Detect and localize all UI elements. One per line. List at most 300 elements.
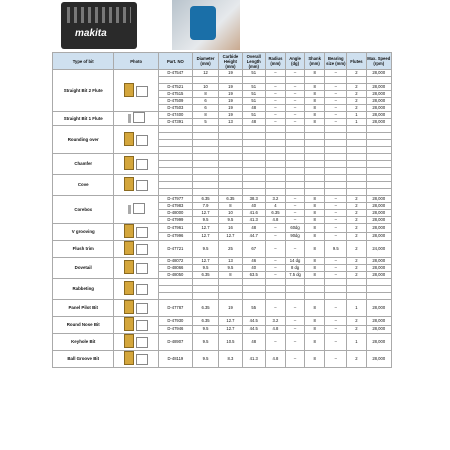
table-cell: 8: [192, 112, 218, 119]
table-cell: 55: [242, 300, 265, 317]
table-cell: [158, 154, 192, 161]
table-cell: 8: [305, 325, 325, 334]
table-cell: 9.5: [192, 265, 218, 272]
table-cell: 8: [305, 203, 325, 210]
bit-photo: [114, 279, 158, 300]
table-cell: [347, 154, 366, 161]
table-cell: –: [325, 91, 347, 98]
router-tool-image: [190, 6, 216, 40]
table-cell: D-47961: [158, 224, 192, 233]
table-cell: [366, 279, 392, 286]
table-cell: D-47996: [158, 232, 192, 241]
table-cell: 9.5: [219, 265, 242, 272]
table-cell: [219, 168, 242, 175]
table-cell: 12.7: [219, 232, 242, 241]
table-cell: –: [325, 196, 347, 203]
table-cell: 4.8: [265, 217, 285, 224]
table-cell: 12.7: [192, 210, 218, 217]
table-cell: 2: [347, 105, 366, 112]
table-cell: 9.5: [219, 217, 242, 224]
profile-diagram-icon: [136, 284, 148, 295]
table-cell: [347, 182, 366, 189]
table-cell: 44.5: [242, 325, 265, 334]
table-cell: D-47400: [158, 112, 192, 119]
table-cell: 19: [219, 98, 242, 105]
table-cell: 16: [219, 224, 242, 233]
table-cell: [158, 175, 192, 182]
table-cell: [158, 133, 192, 140]
table-cell: [366, 133, 392, 140]
table-cell: –: [265, 98, 285, 105]
table-cell: 19: [219, 84, 242, 91]
table-cell: 2: [347, 325, 366, 334]
table-cell: [347, 279, 366, 286]
table-cell: [325, 126, 347, 133]
table-cell: 9.5: [192, 334, 218, 351]
table-cell: [192, 133, 218, 140]
table-cell: –: [286, 84, 305, 91]
bit-type-label: Flush trim: [53, 241, 114, 258]
table-cell: [265, 279, 285, 286]
table-cell: [305, 133, 325, 140]
router-bit-icon: [124, 83, 134, 97]
table-cell: 2: [347, 351, 366, 368]
table-cell: [192, 286, 218, 293]
profile-diagram-icon: [136, 227, 148, 238]
bit-type-label: Panel Pilot Bit: [53, 300, 114, 317]
table-cell: 8 dg: [286, 265, 305, 272]
table-cell: [286, 126, 305, 133]
table-cell: 48: [242, 334, 265, 351]
table-cell: [265, 133, 285, 140]
table-cell: 28,000: [366, 334, 392, 351]
table-cell: 2: [347, 258, 366, 265]
router-bit-icon: [124, 300, 134, 314]
table-cell: 4: [265, 203, 285, 210]
table-cell: [347, 175, 366, 182]
profile-diagram-icon: [136, 159, 148, 170]
table-cell: [305, 161, 325, 168]
table-cell: –: [325, 119, 347, 126]
router-bit-icon: [124, 260, 134, 274]
table-cell: –: [265, 241, 285, 258]
router-bit-icon: [124, 317, 134, 331]
table-cell: –: [325, 272, 347, 279]
table-cell: D-47503: [158, 105, 192, 112]
bit-photo: [114, 70, 158, 112]
router-bit-icon: [128, 114, 131, 123]
table-cell: 28,000: [366, 325, 392, 334]
table-cell: 6.35: [219, 196, 242, 203]
table-cell: 8: [305, 258, 325, 265]
bit-case-photo: [61, 2, 137, 49]
table-cell: 8: [219, 272, 242, 279]
table-cell: –: [265, 84, 285, 91]
table-header-row: [53, 53, 392, 70]
table-cell: [305, 126, 325, 133]
table-cell: 8: [305, 91, 325, 98]
table-cell: 41.3: [242, 351, 265, 368]
table-cell: 8: [305, 224, 325, 233]
profile-diagram-icon: [136, 337, 148, 348]
table-cell: D-48066: [158, 265, 192, 272]
table-cell: [242, 286, 265, 293]
table-cell: –: [325, 224, 347, 233]
table-cell: 19: [219, 91, 242, 98]
table-cell: [158, 140, 192, 147]
table-cell: [265, 175, 285, 182]
table-row: [53, 70, 392, 77]
table-cell: 8: [305, 272, 325, 279]
table-cell: 19: [219, 70, 242, 77]
table-cell: 6.35: [192, 196, 218, 203]
table-cell: –: [286, 91, 305, 98]
table-cell: [325, 293, 347, 300]
table-cell: 12.7: [192, 232, 218, 241]
column-header: Shank (mm): [305, 53, 325, 70]
column-header: Photo: [114, 53, 158, 70]
table-cell: 1: [347, 334, 366, 351]
profile-diagram-icon: [133, 112, 145, 123]
table-cell: 2: [347, 84, 366, 91]
table-cell: [325, 77, 347, 84]
table-cell: [305, 175, 325, 182]
table-cell: 7.5 dg: [286, 272, 305, 279]
table-cell: [286, 133, 305, 140]
table-cell: –: [325, 105, 347, 112]
router-bit-icon: [124, 281, 134, 295]
table-cell: [305, 154, 325, 161]
table-cell: –: [325, 351, 347, 368]
bit-type-label: Round Nose Bit: [53, 317, 114, 334]
table-cell: [347, 140, 366, 147]
table-cell: D-47787: [158, 300, 192, 317]
table-cell: [325, 175, 347, 182]
table-cell: [347, 126, 366, 133]
column-header: Diameter (mm): [192, 53, 218, 70]
profile-diagram-icon: [136, 135, 148, 146]
router-bit-icon: [124, 241, 134, 255]
table-cell: –: [325, 98, 347, 105]
table-cell: [305, 293, 325, 300]
table-cell: –: [265, 105, 285, 112]
table-cell: 9.5: [192, 325, 218, 334]
column-header: Flutes: [347, 53, 366, 70]
table-cell: 40: [242, 265, 265, 272]
bit-photo: [114, 258, 158, 279]
table-cell: 4.8: [265, 325, 285, 334]
table-cell: D-48907: [158, 334, 192, 351]
bit-photo: [114, 112, 158, 126]
table-cell: [366, 140, 392, 147]
table-cell: –: [325, 232, 347, 241]
table-cell: [325, 168, 347, 175]
table-cell: 28,000: [366, 203, 392, 210]
table-cell: –: [265, 265, 285, 272]
table-cell: 28,000: [366, 258, 392, 265]
table-cell: 28,000: [366, 196, 392, 203]
table-cell: [219, 147, 242, 154]
table-cell: 19: [219, 300, 242, 317]
table-cell: 1: [347, 112, 366, 119]
table-cell: 2: [347, 224, 366, 233]
table-cell: [366, 293, 392, 300]
table-cell: [242, 126, 265, 133]
profile-diagram-icon: [136, 303, 148, 314]
table-cell: [347, 168, 366, 175]
table-cell: 8: [305, 241, 325, 258]
table-cell: [158, 279, 192, 286]
table-cell: 44.7: [242, 232, 265, 241]
table-row: [53, 300, 392, 317]
table-cell: [219, 126, 242, 133]
table-cell: 9.5: [192, 241, 218, 258]
bit-type-label: Keyhole Bit: [53, 334, 114, 351]
table-cell: 3.2: [265, 196, 285, 203]
table-cell: 10.5: [219, 334, 242, 351]
table-cell: 2: [347, 70, 366, 77]
table-cell: 8: [305, 119, 325, 126]
table-cell: [286, 286, 305, 293]
table-cell: [325, 182, 347, 189]
table-cell: –: [325, 217, 347, 224]
table-cell: –: [265, 258, 285, 265]
router-bit-icon: [124, 224, 134, 238]
table-cell: [347, 147, 366, 154]
table-cell: [286, 189, 305, 196]
profile-diagram-icon: [136, 263, 148, 274]
table-cell: –: [286, 334, 305, 351]
router-in-use-photo: [172, 0, 240, 50]
table-cell: [192, 147, 218, 154]
table-cell: 12.7: [219, 325, 242, 334]
table-cell: [286, 154, 305, 161]
table-row: [53, 112, 392, 119]
table-cell: –: [325, 203, 347, 210]
table-cell: 6.35: [192, 317, 218, 326]
table-cell: –: [325, 334, 347, 351]
table-cell: 2: [347, 91, 366, 98]
table-cell: [305, 182, 325, 189]
table-cell: 2: [347, 272, 366, 279]
table-cell: 6: [192, 105, 218, 112]
table-cell: [265, 168, 285, 175]
table-cell: [158, 189, 192, 196]
table-cell: D-47515: [158, 91, 192, 98]
table-cell: [325, 140, 347, 147]
table-cell: [192, 140, 218, 147]
bit-type-label: Straight Bit 1 Flute: [53, 112, 114, 126]
table-cell: [219, 133, 242, 140]
bit-type-label: Straight Bit 2 Flute: [53, 70, 114, 112]
table-cell: –: [265, 232, 285, 241]
table-cell: 2: [347, 210, 366, 217]
table-cell: 8: [305, 232, 325, 241]
table-cell: 8: [305, 217, 325, 224]
table-cell: [219, 189, 242, 196]
profile-diagram-icon: [136, 86, 148, 97]
column-header: Radius (mm): [265, 53, 285, 70]
table-cell: [219, 140, 242, 147]
table-cell: 4.8: [265, 351, 285, 368]
table-cell: D-48119: [158, 351, 192, 368]
table-cell: 24,000: [366, 241, 392, 258]
table-cell: [366, 126, 392, 133]
table-cell: [192, 154, 218, 161]
table-cell: [366, 189, 392, 196]
table-cell: –: [286, 119, 305, 126]
table-cell: 51: [242, 70, 265, 77]
table-cell: 28,000: [366, 300, 392, 317]
table-cell: 28,000: [366, 105, 392, 112]
table-cell: [347, 161, 366, 168]
table-cell: –: [286, 325, 305, 334]
profile-diagram-icon: [133, 203, 145, 214]
table-cell: 2: [347, 217, 366, 224]
profile-diagram-icon: [136, 244, 148, 255]
table-cell: 28,000: [366, 210, 392, 217]
table-cell: [366, 154, 392, 161]
table-cell: D-47983: [158, 203, 192, 210]
table-cell: [192, 279, 218, 286]
table-cell: [158, 126, 192, 133]
table-cell: 7.9: [192, 203, 218, 210]
profile-diagram-icon: [136, 320, 148, 331]
table-cell: 8: [305, 334, 325, 351]
table-cell: [158, 161, 192, 168]
bit-type-label: Corebox: [53, 196, 114, 224]
table-cell: 12.7: [219, 317, 242, 326]
table-cell: [265, 286, 285, 293]
table-cell: [347, 286, 366, 293]
table-row: [53, 196, 392, 203]
table-cell: [219, 286, 242, 293]
table-cell: 6.35: [192, 272, 218, 279]
table-row: [53, 351, 392, 368]
table-cell: 6.35: [265, 210, 285, 217]
table-cell: [242, 168, 265, 175]
table-cell: –: [325, 84, 347, 91]
table-cell: 2: [347, 196, 366, 203]
table-cell: –: [265, 119, 285, 126]
table-cell: –: [286, 210, 305, 217]
table-cell: –: [265, 272, 285, 279]
table-cell: –: [286, 351, 305, 368]
table-cell: –: [325, 70, 347, 77]
column-header: Type of bit: [53, 53, 114, 70]
table-cell: [242, 77, 265, 84]
header-photos: [52, 0, 392, 52]
table-cell: [242, 182, 265, 189]
table-cell: 3.2: [265, 317, 285, 326]
table-cell: 51: [242, 91, 265, 98]
bit-photo: [114, 154, 158, 175]
table-cell: [286, 182, 305, 189]
table-cell: [192, 77, 218, 84]
table-cell: D-48072: [158, 258, 192, 265]
table-cell: 8: [305, 105, 325, 112]
table-cell: 8: [192, 91, 218, 98]
table-cell: [192, 175, 218, 182]
table-cell: 67: [242, 241, 265, 258]
table-cell: [265, 154, 285, 161]
router-bit-icon: [124, 156, 134, 170]
table-cell: [347, 189, 366, 196]
table-cell: D-47509: [158, 98, 192, 105]
table-cell: 28,000: [366, 98, 392, 105]
table-cell: [192, 182, 218, 189]
table-cell: [192, 168, 218, 175]
table-cell: 28,000: [366, 224, 392, 233]
bit-photo: [114, 241, 158, 258]
table-cell: 19: [219, 105, 242, 112]
bit-type-label: Cove: [53, 175, 114, 196]
table-row: [53, 258, 392, 265]
table-cell: [192, 161, 218, 168]
table-cell: [305, 279, 325, 286]
table-cell: 90dg: [286, 232, 305, 241]
table-cell: 46: [242, 258, 265, 265]
table-cell: [325, 161, 347, 168]
table-cell: 63.5: [242, 272, 265, 279]
router-bit-icon: [124, 177, 134, 191]
table-cell: 6: [192, 98, 218, 105]
table-cell: 1: [347, 119, 366, 126]
table-cell: 25: [219, 241, 242, 258]
table-cell: 51: [242, 98, 265, 105]
table-cell: 10: [219, 210, 242, 217]
bit-photo: [114, 317, 158, 334]
table-cell: [366, 168, 392, 175]
table-cell: 28,000: [366, 112, 392, 119]
table-cell: D-48000: [158, 210, 192, 217]
table-cell: 13: [219, 258, 242, 265]
table-cell: 2: [347, 232, 366, 241]
table-cell: –: [325, 317, 347, 326]
column-header: Bearing size (mm): [325, 53, 347, 70]
table-row: [53, 154, 392, 161]
table-cell: 12.7: [192, 258, 218, 265]
table-cell: 2: [347, 241, 366, 258]
table-cell: [325, 279, 347, 286]
table-cell: 51: [242, 112, 265, 119]
bit-type-label: Chamfer: [53, 154, 114, 175]
router-bit-icon: [124, 334, 134, 348]
table-cell: [192, 126, 218, 133]
table-cell: 6.35: [192, 300, 218, 317]
table-cell: 8: [305, 98, 325, 105]
table-row: [53, 224, 392, 233]
table-cell: [242, 147, 265, 154]
table-cell: [286, 168, 305, 175]
table-cell: 48: [242, 105, 265, 112]
router-bit-icon: [124, 132, 134, 146]
table-cell: –: [286, 203, 305, 210]
table-cell: 44.5: [242, 317, 265, 326]
table-cell: [158, 286, 192, 293]
table-cell: [325, 189, 347, 196]
table-cell: [325, 147, 347, 154]
table-cell: 5: [192, 119, 218, 126]
table-cell: –: [286, 241, 305, 258]
table-cell: [347, 293, 366, 300]
table-cell: 12.7: [192, 224, 218, 233]
table-cell: [158, 147, 192, 154]
table-cell: [158, 168, 192, 175]
table-cell: 1: [347, 300, 366, 317]
table-cell: 8: [305, 196, 325, 203]
table-cell: [305, 168, 325, 175]
